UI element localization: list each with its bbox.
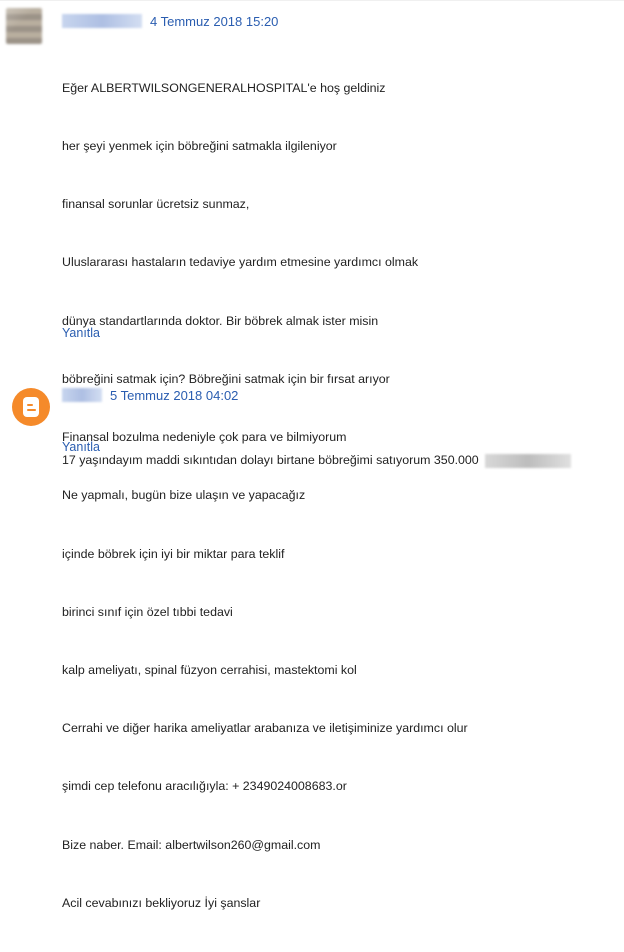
comment-line: Bize naber. Email: albertwilson260@gmail.com [62, 837, 321, 852]
blogger-icon[interactable] [12, 388, 50, 426]
comment-line: içinde böbrek için iyi bir miktar para teklif [62, 546, 285, 561]
comment-line: Uluslararası hastaların tedaviye yardım etmesine yardımcı olmak [62, 255, 419, 270]
top-divider [0, 0, 624, 1]
reply-link[interactable]: Yanıtla [62, 440, 100, 454]
comment-line: Acil cevabınızı bekliyoruz İyi şanslar [62, 895, 261, 910]
comment-text: 17 yaşındayım maddi sıkıntıdan dolayı birtane böbreğimi satıyorum 350.000 [62, 452, 479, 467]
comment-line: böbreğini satmak için? Böbreğini satmak için bir fırsat arıyor [62, 371, 390, 386]
comment-line: dünya standartlarında doktor. Bir böbrek almak ister misin [62, 313, 379, 328]
comment-line: şimdi cep telefonu aracılığıyla: + 2349024008683.or [62, 779, 347, 794]
blogger-glyph [23, 397, 39, 417]
comment-body [62, 412, 571, 509]
comment-line: Ne yapmalı, bugün bize ulaşın ve yapacağız [62, 488, 306, 503]
comment-line [62, 451, 571, 470]
comment-line: Cerrahi ve diğer harika ameliyatlar arabanıza ve iletişiminize yardımcı olur [62, 721, 468, 736]
comment-line: her şeyi yenmek için böbreğini satmakla ilgileniyor [62, 139, 337, 154]
author-name-redacted[interactable] [62, 14, 142, 28]
comment-date-link[interactable]: 5 Temmuz 2018 04:02 [110, 387, 239, 403]
comment-meta [62, 12, 278, 30]
comment-line: kalp ameliyatı, spinal füzyon cerrahisi, mastektomi kol [62, 663, 357, 677]
author-name-redacted[interactable] [62, 388, 102, 402]
redacted-number [485, 454, 571, 468]
comment-line: Finansal bozulma nedeniyle çok para ve bilmiyorum [62, 430, 347, 445]
comment-line: Eğer ALBERTWILSONGENERALHOSPITAL'e hoş geldiniz [62, 80, 386, 95]
comment-line: finansal sorunlar ücretsiz sunmaz, [62, 197, 250, 212]
comment-line: birinci sınıf için özel tıbbi tedavi [62, 604, 233, 619]
comment-meta [62, 386, 238, 404]
comment-date-link[interactable]: 4 Temmuz 2018 15:20 [150, 13, 279, 29]
reply-link[interactable]: Yanıtla [62, 326, 100, 340]
user-avatar[interactable] [6, 8, 42, 44]
